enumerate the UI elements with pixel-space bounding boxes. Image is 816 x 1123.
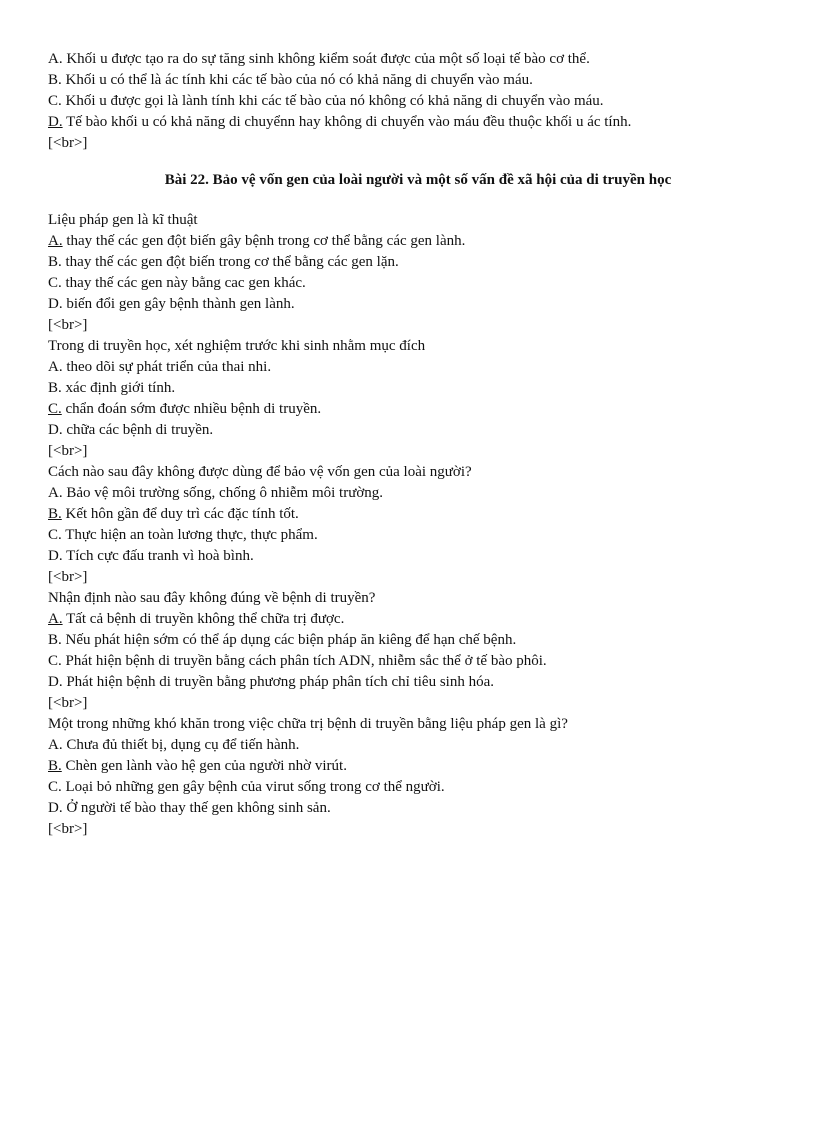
option-text: Tế bào khối u có khả năng di chuyểnn hay không di chuyển vào máu đều thuộc khối u ác tính. bbox=[62, 114, 632, 130]
option-text: Khối u được gọi là lành tính khi các tế bào của nó không có khả năng di chuyển vào máu. bbox=[61, 93, 604, 109]
option-letter: C. bbox=[48, 653, 62, 669]
option-text: Thực hiện an toàn lương thực, thực phẩm. bbox=[61, 527, 318, 543]
option-letter: A. bbox=[48, 737, 63, 753]
option-letter: D. bbox=[48, 548, 63, 564]
option-a bbox=[48, 49, 788, 70]
option-letter: A. bbox=[48, 51, 63, 67]
option-text: Nếu phát hiện sớm có thể áp dụng các biện pháp ăn kiêng để hạn chế bệnh. bbox=[61, 632, 517, 648]
option-b bbox=[48, 378, 788, 399]
option-letter: C. bbox=[48, 527, 62, 543]
option-text: Kết hôn gần để duy trì các đặc tính tốt. bbox=[61, 506, 299, 522]
option-c bbox=[48, 651, 788, 672]
question-block bbox=[48, 714, 788, 840]
option-b bbox=[48, 504, 788, 525]
option-c bbox=[48, 273, 788, 294]
option-text: thay thế các gen đột biến gây bệnh trong cơ thể bằng các gen lành. bbox=[62, 233, 466, 249]
option-text: theo dõi sự phát triển của thai nhi. bbox=[62, 359, 272, 375]
option-letter-correct: C. bbox=[48, 401, 62, 417]
separator: [<br>] bbox=[48, 695, 88, 711]
option-letter: D. bbox=[48, 800, 63, 816]
question-stem: Một trong những khó khăn trong việc chữa trị bệnh di truyền bằng liệu pháp gen là gì? bbox=[48, 716, 568, 732]
option-d bbox=[48, 798, 788, 819]
question-stem: Nhận định nào sau đây không đúng về bệnh di truyền? bbox=[48, 590, 376, 606]
option-text: Tích cực đấu tranh vì hoà bình. bbox=[62, 548, 254, 564]
question-stem: Trong di truyền học, xét nghiệm trước khi sinh nhằm mục đích bbox=[48, 338, 426, 354]
option-letter: A. bbox=[48, 485, 63, 501]
option-text: Tất cả bệnh di truyền không thể chữa trị được. bbox=[62, 611, 345, 627]
option-a bbox=[48, 483, 788, 504]
option-letter: C. bbox=[48, 275, 62, 291]
option-b bbox=[48, 756, 788, 777]
question-block bbox=[48, 210, 788, 336]
option-a bbox=[48, 609, 788, 630]
question-block bbox=[48, 336, 788, 462]
option-text: chẩn đoán sớm được nhiều bệnh di truyền. bbox=[61, 401, 322, 417]
option-d bbox=[48, 420, 788, 441]
question-block bbox=[48, 588, 788, 714]
option-text: Loại bỏ những gen gây bệnh của virut sống trong cơ thể người. bbox=[61, 779, 445, 795]
option-a bbox=[48, 357, 788, 378]
separator: [<br>] bbox=[48, 135, 88, 151]
option-text: thay thế các gen này bằng cac gen khác. bbox=[61, 275, 306, 291]
option-text: Ở người tế bào thay thế gen không sinh sản. bbox=[62, 800, 331, 816]
option-text: chữa các bệnh di truyền. bbox=[62, 422, 214, 438]
option-c bbox=[48, 777, 788, 798]
option-text: Bảo vệ môi trường sống, chống ô nhiễm môi trường. bbox=[62, 485, 384, 501]
option-letter: B. bbox=[48, 380, 62, 396]
option-letter-correct: D. bbox=[48, 114, 63, 130]
option-d bbox=[48, 294, 788, 315]
option-text: Chèn gen lành vào hệ gen của người nhờ virút. bbox=[61, 758, 347, 774]
option-text: xác định giới tính. bbox=[61, 380, 176, 396]
option-letter: B. bbox=[48, 254, 62, 270]
separator: [<br>] bbox=[48, 317, 88, 333]
option-letter: D. bbox=[48, 674, 63, 690]
option-text: Chưa đủ thiết bị, dụng cụ để tiến hành. bbox=[62, 737, 300, 753]
option-text: Phát hiện bệnh di truyền bằng phương pháp phân tích chỉ tiêu sinh hóa. bbox=[62, 674, 494, 690]
option-text: Khối u có thể là ác tính khi các tế bào của nó có khả năng di chuyển vào máu. bbox=[61, 72, 533, 88]
option-letter: B. bbox=[48, 72, 62, 88]
option-letter-correct: A. bbox=[48, 611, 63, 627]
question-stem: Cách nào sau đây không được dùng để bảo vệ vốn gen của loài người? bbox=[48, 464, 472, 480]
option-d bbox=[48, 672, 788, 693]
option-c bbox=[48, 91, 788, 112]
option-letter-correct: B. bbox=[48, 758, 62, 774]
option-letter: D. bbox=[48, 296, 63, 312]
separator: [<br>] bbox=[48, 569, 88, 585]
option-d bbox=[48, 546, 788, 567]
section-heading: Bài 22. Bảo vệ vốn gen của loài người và một số vấn đề xã hội của di truyền học bbox=[164, 172, 672, 188]
separator: [<br>] bbox=[48, 821, 88, 837]
option-c bbox=[48, 399, 788, 420]
option-c bbox=[48, 525, 788, 546]
option-letter: D. bbox=[48, 422, 63, 438]
option-letter-correct: A. bbox=[48, 233, 63, 249]
separator: [<br>] bbox=[48, 443, 88, 459]
document-page bbox=[48, 49, 788, 840]
option-letter: C. bbox=[48, 93, 62, 109]
option-text: thay thế các gen đột biến trong cơ thể bằng các gen lặn. bbox=[61, 254, 399, 270]
option-letter: C. bbox=[48, 779, 62, 795]
option-letter-correct: B. bbox=[48, 506, 62, 522]
option-a bbox=[48, 735, 788, 756]
option-letter: A. bbox=[48, 359, 63, 375]
option-d bbox=[48, 112, 788, 133]
option-text: biến đổi gen gây bệnh thành gen lành. bbox=[62, 296, 295, 312]
option-text: Khối u được tạo ra do sự tăng sinh không kiểm soát được của một số loại tế bào cơ thể. bbox=[62, 51, 590, 67]
top-question-block bbox=[48, 49, 788, 154]
option-b bbox=[48, 630, 788, 651]
option-text: Phát hiện bệnh di truyền bằng cách phân tích ADN, nhiễm sắc thể ở tế bào phôi. bbox=[61, 653, 547, 669]
option-b bbox=[48, 252, 788, 273]
option-b bbox=[48, 70, 788, 91]
option-a bbox=[48, 231, 788, 252]
question-stem: Liệu pháp gen là kĩ thuật bbox=[48, 212, 198, 228]
option-letter: B. bbox=[48, 632, 62, 648]
question-block bbox=[48, 462, 788, 588]
